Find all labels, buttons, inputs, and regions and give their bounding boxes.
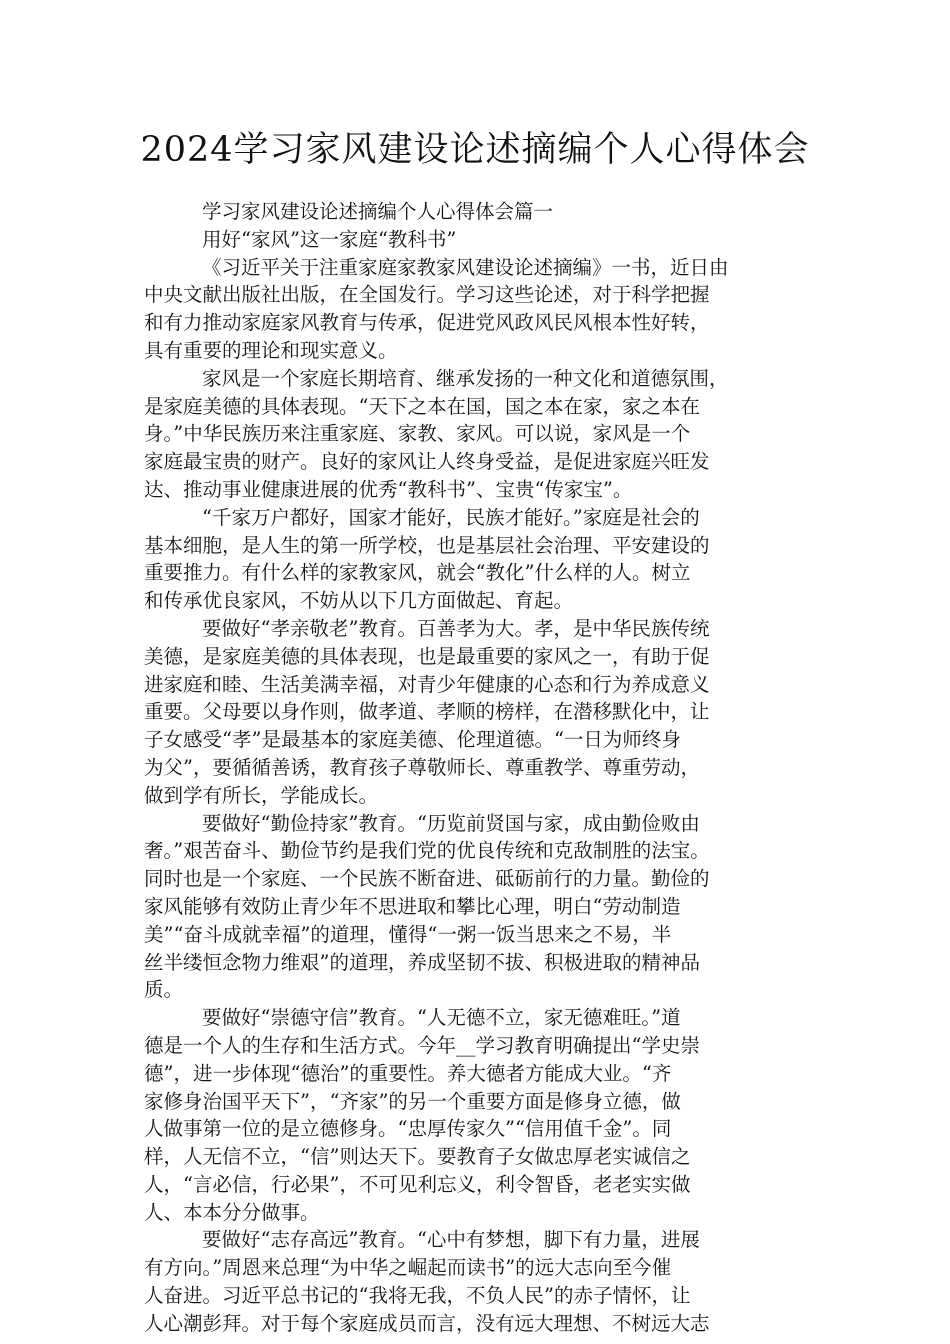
body-text-line: 德”，进一步体现“德治”的重要性。养大德者方能成大业。“齐 xyxy=(144,1061,672,1085)
body-text-line: 中央文献出版社出版，在全国发行。学习这些论述，对于科学把握 xyxy=(144,283,710,307)
body-text-line: 样，人无信不立，“信”则达天下。要教育子女做忠厚老实诚信之 xyxy=(144,1145,691,1169)
body-text-line: 要做好“勤俭持家”教育。“历览前贤国与家，成由勤俭败由 xyxy=(202,811,700,835)
body-text-line: 要做好“孝亲敬老”教育。百善孝为大。孝，是中华民族传统 xyxy=(202,616,710,640)
body-text-line: 做到学有所长，学能成长。 xyxy=(144,783,379,807)
body-text-line: 是家庭美德的具体表现。“天下之本在国，国之本在家，家之本在 xyxy=(144,394,700,418)
body-text-line: 进家庭和睦、生活美满幸福，对青少年健康的心态和行为养成意义 xyxy=(144,672,710,696)
body-text-line: 人，“言必信，行必果”，不可见利忘义，利令智昏，老老实实做 xyxy=(144,1172,691,1196)
document-body xyxy=(144,198,812,1338)
body-text-line: 美”“奋斗成就幸福”的道理，懂得“一粥一饭当思来之不易，半 xyxy=(144,922,672,946)
body-text-line: 《习近平关于注重家庭家教家风建设论述摘编》一书，近日由 xyxy=(202,255,729,279)
body-text-line: 家风是一个家庭长期培育、继承发扬的一种文化和道德氛围， xyxy=(202,366,729,390)
body-text-line: 人、本本分分做事。 xyxy=(144,1200,320,1224)
body-text-line: 家修身治国平天下”，“齐家”的另一个重要方面是修身立德，做 xyxy=(144,1089,681,1113)
body-text-line: 重要推力。有什么样的家教家风，就会“教化”什么样的人。树立 xyxy=(144,561,691,585)
body-text-line: 重要。父母要以身作则，做孝道、孝顺的榜样，在潜移默化中，让 xyxy=(144,700,710,724)
body-text-line: 和有力推动家庭家风教育与传承，促进党风政风民风根本性好转， xyxy=(144,311,710,335)
body-text-line: “千家万户都好，国家才能好，民族才能好。”家庭是社会的 xyxy=(202,505,700,529)
body-text-line: 要做好“崇德守信”教育。“人无德不立，家无德难旺。”道 xyxy=(202,1006,681,1030)
body-text-line: 用好“家风”这一家庭“教科书” xyxy=(202,227,457,251)
body-text-line: 家庭最宝贵的财产。良好的家风让人终身受益，是促进家庭兴旺发 xyxy=(144,450,710,474)
body-text-line: 身。”中华民族历来注重家庭、家教、家风。可以说，家风是一个 xyxy=(144,422,691,446)
body-text-line: 为父”，要循循善诱，教育孩子尊敬师长、尊重教学、尊重劳动， xyxy=(144,755,700,779)
body-text-line: 德是一个人的生存和生活方式。今年__学习教育明确提出“学史崇 xyxy=(144,1033,700,1057)
body-text-line: 要做好“志存高远”教育。“心中有梦想，脚下有力量，进展 xyxy=(202,1228,700,1252)
body-text-line: 同时也是一个家庭、一个民族不断奋进、砥砺前行的力量。勤俭的 xyxy=(144,867,710,891)
body-text-line: 子女感受“孝”是最基本的家庭美德、伦理道德。“一日为师终身 xyxy=(144,728,681,752)
body-text-line: 具有重要的理论和现实意义。 xyxy=(144,338,398,362)
body-text-line: 人奋进。习近平总书记的“我将无我，不负人民”的赤子情怀，让 xyxy=(144,1284,691,1308)
body-text-line: 丝半缕恒念物力维艰”的道理，养成坚韧不拔、积极进取的精神品 xyxy=(144,950,700,974)
body-text-line: 基本细胞，是人生的第一所学校，也是基层社会治理、平安建设的 xyxy=(144,533,710,557)
body-text-line: 人做事第一位的是立德修身。“忠厚传家久”“信用值千金”。同 xyxy=(144,1117,672,1141)
body-text-line: 学习家风建设论述摘编个人心得体会篇一 xyxy=(202,200,554,223)
document-title: 2024学习家风建设论述摘编个人心得体会 xyxy=(140,130,810,170)
body-text-line: 奢。”艰苦奋斗、勤俭节约是我们党的优良传统和克敌制胜的法宝。 xyxy=(144,839,710,863)
body-text-line: 美德，是家庭美德的具体表现，也是最重要的家风之一，有助于促 xyxy=(144,644,710,668)
body-text-line: 有方向。”周恩来总理“为中华之崛起而读书”的远大志向至今催 xyxy=(144,1256,672,1280)
body-text-line: 达、推动事业健康进展的优秀“教科书”、宝贵“传家宝”。 xyxy=(144,477,633,501)
body-text-line: 人心潮彭拜。对于每个家庭成员而言，没有远大理想、不树远大志 xyxy=(144,1311,710,1335)
body-text-line: 和传承优良家风，不妨从以下几方面做起、育起。 xyxy=(144,589,574,613)
body-text-line: 家风能够有效防止青少年不思进取和攀比心理，明白“劳动制造 xyxy=(144,894,681,918)
body-text-line: 质。 xyxy=(144,978,184,1002)
